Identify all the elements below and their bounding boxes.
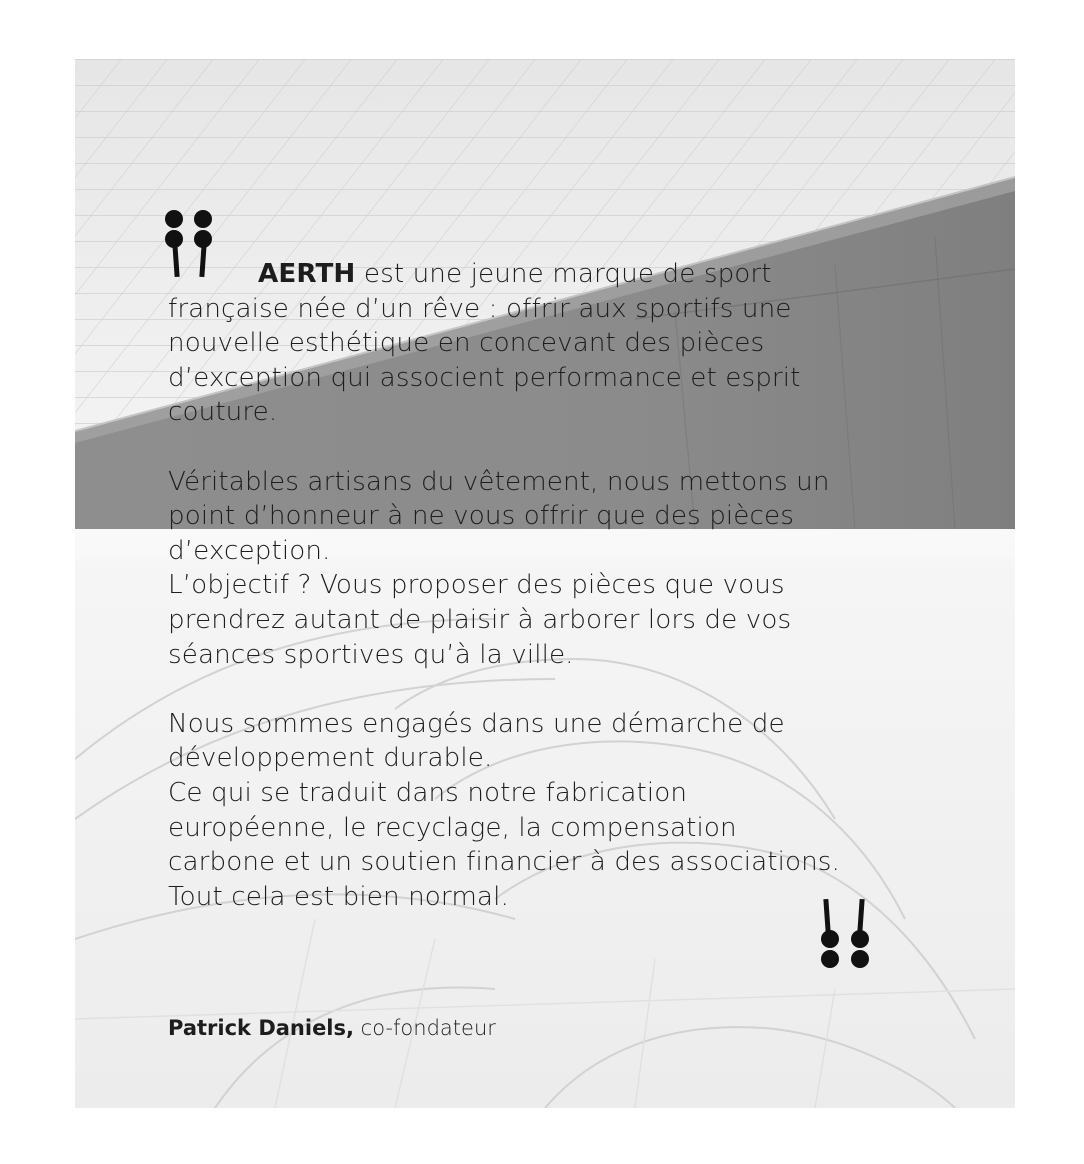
quote-close-icon: [819, 897, 873, 971]
testimonial-content: [75, 59, 1015, 1108]
text-line: française née d’un rêve : offrir aux sportifs une: [168, 293, 792, 324]
text-line: L’objectif ? Vous proposer des pièces que vous: [168, 570, 785, 601]
text-line: d’exception qui associent performance et esprit: [168, 362, 801, 393]
text-line: européenne, le recyclage, la compensation: [168, 812, 737, 843]
intro-rest: est une jeune marque de sport: [355, 259, 772, 289]
text-line: prendrez autant de plaisir à arborer lors de vos: [168, 604, 792, 635]
brand-name: AERTH: [258, 259, 356, 289]
testimonial-paragraph: [168, 257, 968, 430]
testimonial-paragraph: [168, 707, 968, 915]
author-role: co-fondateur: [354, 1016, 496, 1040]
testimonial-paragraph: [168, 465, 968, 673]
text-line: couture.: [168, 397, 278, 428]
testimonial-card: [75, 59, 1015, 1108]
text-line: séances sportives qu’à la ville.: [168, 639, 574, 670]
text-line: développement durable.: [168, 743, 493, 774]
text-line: Tout cela est bien normal.: [168, 881, 509, 912]
text-line: nouvelle esthétique en concevant des pièces: [168, 328, 765, 359]
testimonial-text: [168, 257, 968, 949]
text-line: d’exception.: [168, 535, 331, 566]
author-name: Patrick Daniels,: [168, 1016, 354, 1040]
author-signature: [168, 1013, 496, 1043]
text-line: Ce qui se traduit dans notre fabrication: [168, 777, 688, 808]
text-line: Nous sommes engagés dans une démarche de: [168, 708, 785, 739]
intro-line: [168, 257, 968, 292]
text-line: point d’honneur à ne vous offrir que des pièces: [168, 501, 794, 532]
text-line: carbone et un soutien financier à des associations.: [168, 847, 840, 878]
text-line: Véritables artisans du vêtement, nous mettons un: [168, 466, 830, 497]
